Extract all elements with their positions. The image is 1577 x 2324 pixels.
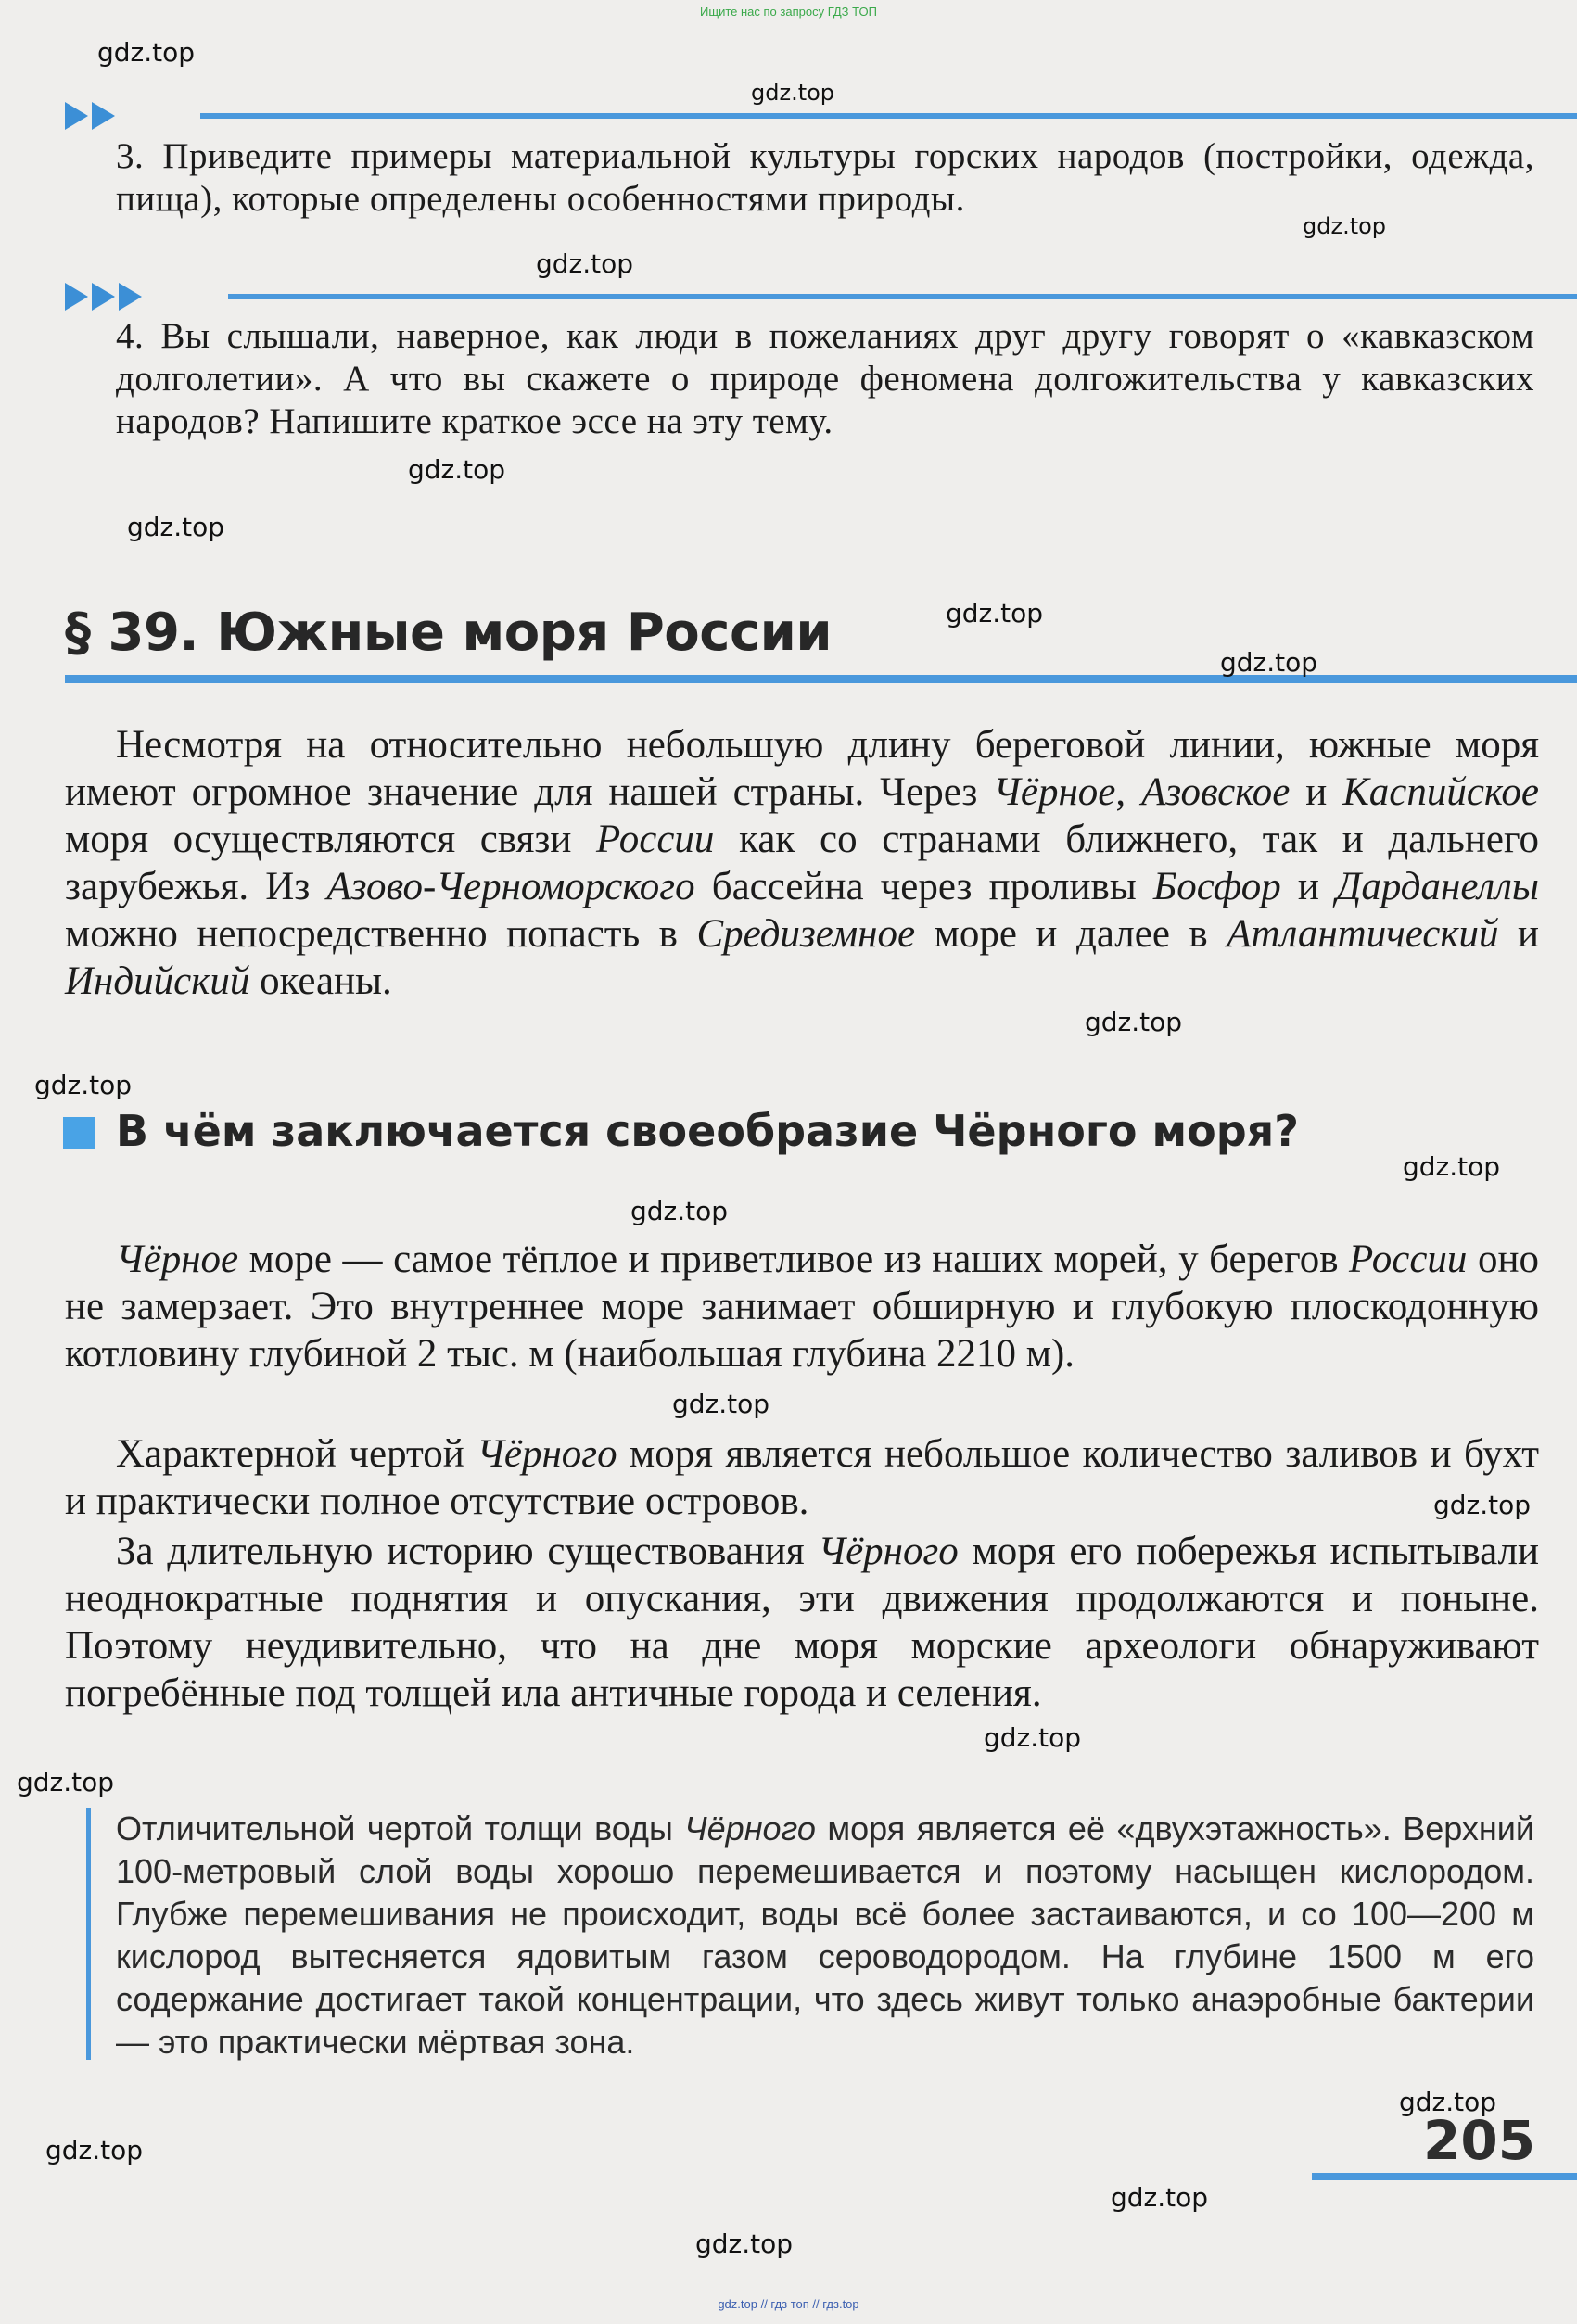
- task-4: 4. Вы слышали, наверное, как люди в пожеланиях друг другу говорят о «кавказском долголетии». А что вы скажете о природе феномена долгожительства у кавказских народов? Напишите краткое эссе на эту тему.: [116, 316, 1534, 441]
- watermark: gdz.top: [1085, 1007, 1183, 1037]
- watermark: gdz.top: [630, 1196, 729, 1226]
- watermark: gdz.top: [672, 1389, 770, 1419]
- page-number-rule: [1312, 2173, 1577, 2180]
- watermark: gdz.top: [1220, 647, 1318, 678]
- task-3: 3. Приведите примеры материальной культуры горских народов (постройки, одежда, пища), которые определены особенностями природы.: [116, 136, 1534, 219]
- watermark: gdz.top: [1433, 1490, 1532, 1520]
- page-number: 205: [1423, 2109, 1536, 2172]
- watermark: gdz.top: [946, 598, 1044, 629]
- section-title: § 39. Южные моря России: [65, 603, 833, 663]
- paragraph-black-sea-bays: Характерной чертой Чёрного моря является небольшое количество заливов и бухт и практически полное отсутствие островов.: [65, 1432, 1539, 1523]
- watermark: gdz.top: [1111, 2182, 1209, 2213]
- title-rule: [65, 675, 1577, 683]
- footer-links: gdz.top // гдз топ // гдз.top: [718, 2297, 859, 2311]
- paragraph-black-sea-warm: Чёрное море — самое тёплое и приветливое из наших морей, у берегов России оно не замерзает. Это внутреннее море занимает обширную и глубокую плоскодонную котловину глубиной 2 тыс. м (наибольшая глубина 2210 м).: [65, 1238, 1539, 1376]
- watermark: gdz.top: [408, 454, 506, 485]
- watermark: gdz.top: [45, 2135, 144, 2165]
- subheading: В чём заключается своеобразие Чёрного моря?: [116, 1106, 1299, 1156]
- sidebar-bar: [86, 1808, 91, 2060]
- sidebar-note: Отличительной чертой толщи воды Чёрного моря является её «двухэтажность». Верхний 100-метровый слой воды хорошо перемешивается и поэтому насыщен кислородом. Глубже перемешивания не происходит, воды всё более застаиваются, и со 100—200 м кислород вытесняется ядовитым газом сероводородом. На глубине 1500 м его содержание достигает такой концентрации, что здесь живут только анаэробные бактерии — это практически мёртвая зона.: [116, 1810, 1534, 2061]
- watermark: gdz.top: [984, 1722, 1082, 1753]
- watermark: gdz.top: [17, 1767, 115, 1797]
- watermark: gdz.top: [536, 248, 634, 279]
- watermark: gdz.top: [127, 512, 225, 542]
- watermark: gdz.top: [1303, 213, 1387, 239]
- watermark: gdz.top: [1403, 1151, 1501, 1182]
- intro-paragraph: Несмотря на относительно небольшую длину береговой линии, южные моря имеют огромное значение для нашей страны. Через Чёрное, Азовское и Каспийское моря осуществляются связи России как со странами ближнего, так и дальнего зарубежья. Из Азово-Черноморского бассейна через проливы Босфор и Дарданеллы можно непосредственно попасть в Средиземное море и далее в Атлантический и Индийский океаны.: [65, 723, 1540, 1003]
- triple-arrow-icon: [65, 283, 146, 311]
- task-divider-level-3: [65, 283, 1577, 311]
- task-divider-level-2: [65, 102, 1577, 130]
- double-arrow-icon: [65, 102, 119, 130]
- paragraph-black-sea-history: За длительную историю существования Чёрного моря его побережья испытывали неоднократные поднятия и опускания, эти движения продолжаются и поныне. Поэтому неудивительно, что на дне моря морские археологи обнаруживают погребённые под толщей ила античные города и селения.: [65, 1530, 1539, 1715]
- watermark: gdz.top: [695, 2229, 794, 2259]
- watermark: gdz.top: [751, 80, 835, 106]
- search-hint: Ищите нас по запросу ГДЗ ТОП: [700, 5, 877, 19]
- watermark: gdz.top: [34, 1070, 133, 1100]
- subheading-square-icon: [63, 1117, 95, 1149]
- watermark: gdz.top: [1399, 2087, 1497, 2117]
- watermark: gdz.top: [97, 37, 196, 68]
